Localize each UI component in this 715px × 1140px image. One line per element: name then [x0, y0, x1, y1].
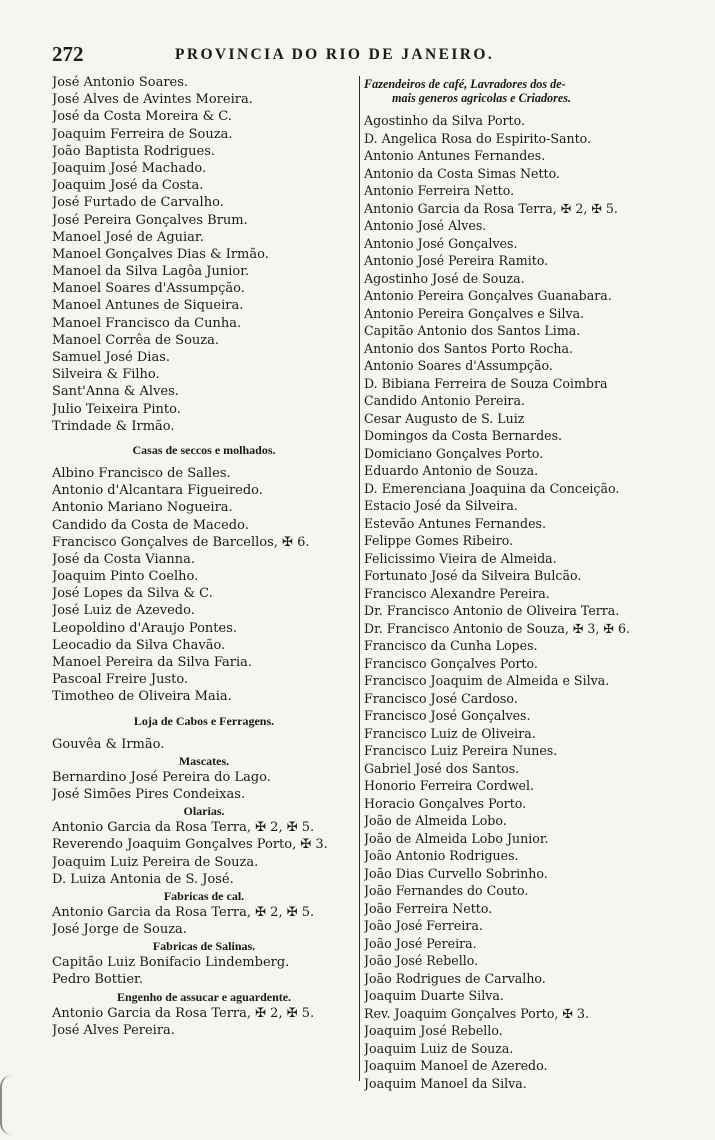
list-entry: João de Almeida Lobo. [364, 813, 507, 828]
list-entry: Joaquim Manoel da Silva. [364, 1075, 527, 1091]
running-title: PROVINCIA DO RIO DE JANEIRO. [175, 46, 495, 63]
section-heading-salinas: Fabricas de Salinas. [152, 939, 256, 954]
merchant-list [52, 74, 356, 435]
list-entry: Estevão Antunes Fernandes. [364, 515, 547, 531]
list-entry: Francisco da Cunha Lopes. [364, 638, 538, 653]
list-entry: Antonio Mariano Nogueira. [52, 500, 233, 516]
list-entry: Antonio Antunes Fernandes. [364, 148, 546, 163]
list-entry: Joaquim Ferreira de Souza. [52, 126, 233, 142]
list-entry: Pedro Bottier. [52, 972, 143, 988]
list-entry: João Dias Curvello Sobrinho. [364, 865, 548, 881]
olarias-list [52, 819, 356, 888]
list-entry: Antonio d'Alcantara Figueiredo. [52, 483, 263, 499]
list-entry: Joaquim José Machado. [52, 160, 207, 176]
right-column [364, 77, 682, 1092]
list-entry: Antonio Ferreira Netto. [364, 183, 515, 198]
list-entry: Antonio dos Santos Porto Rocha. [364, 340, 573, 356]
list-entry: José Alves Pereira. [52, 1022, 175, 1038]
list-entry: Sant'Anna & Alves. [52, 384, 179, 400]
list-entry: Joaquim Manoel de Azeredo. [364, 1058, 548, 1073]
list-entry: Antonio Pereira Gonçalves Guanabara. [364, 288, 612, 303]
list-entry: Silveira & Filho. [52, 367, 160, 383]
list-entry: José Pereira Gonçalves Brum. [52, 212, 248, 228]
list-entry: José da Costa Moreira & C. [52, 109, 232, 125]
list-entry: Candido Antonio Pereira. [364, 393, 525, 408]
list-entry: Antonio Garcia da Rosa Terra, ✠ 2, ✠ 5. [364, 200, 618, 216]
list-entry: João José Ferreira. [364, 918, 483, 933]
list-entry: Francisco Alexandre Pereira. [364, 585, 550, 601]
list-entry: Rev. Joaquim Gonçalves Porto, ✠ 3. [364, 1005, 590, 1021]
list-entry: Gabriel José dos Santos. [364, 760, 520, 776]
list-entry: Julio Teixeira Pinto. [52, 401, 181, 417]
list-entry: Felippe Gomes Ribeiro. [364, 533, 514, 548]
list-entry: Cesar Augusto de S. Luiz [364, 410, 525, 426]
list-entry: Domingos da Costa Bernardes. [364, 428, 563, 443]
list-entry: D. Luiza Antonia de S. José. [52, 871, 234, 887]
engenho-list [52, 1005, 356, 1039]
list-entry: Francisco Joaquim de Almeida e Silva. [364, 673, 610, 688]
list-entry: Candido da Costa de Macedo. [52, 517, 249, 533]
list-entry: Gouvêa & Irmão. [52, 736, 165, 752]
list-entry: José da Costa Vianna. [52, 551, 195, 567]
fazendeiros-list [364, 112, 682, 1092]
list-entry: Manoel Gonçalves Dias & Irmão. [52, 246, 269, 262]
list-entry: D. Angelica Rosa do Espirito-Santo. [364, 130, 592, 146]
list-entry: Antonio Soares d'Assumpção. [364, 358, 553, 373]
list-entry: Domiciano Gonçalves Porto. [364, 445, 544, 461]
list-entry: João Ferreira Netto. [364, 900, 493, 916]
section-heading-casas: Casas de seccos e molhados. [132, 442, 276, 457]
list-entry: Felicissimo Vieira de Almeida. [364, 550, 557, 566]
list-entry: José Luiz de Azevedo. [52, 603, 195, 619]
salinas-list [52, 954, 356, 988]
list-entry: Bernardino José Pereira do Lago. [52, 769, 271, 785]
casas-list [52, 465, 356, 706]
list-entry: Manoel da Silva Lagôa Junior. [52, 264, 250, 280]
list-entry: João José Pereira. [364, 935, 477, 951]
column-divider [359, 76, 360, 1081]
list-entry: Antonio Garcia da Rosa Terra, ✠ 2, ✠ 5. [52, 1005, 315, 1021]
list-entry: Estacio José da Silveira. [364, 498, 518, 513]
section-heading-fazendeiros-cont: mais generos agricolas e Criadores. [392, 91, 572, 105]
list-entry: Reverendo Joaquim Gonçalves Porto, ✠ 3. [52, 837, 328, 853]
list-entry: Francisco Gonçalves de Barcellos, ✠ 6. [52, 534, 310, 550]
list-entry: Honorio Ferreira Cordwel. [364, 778, 535, 793]
loja-list [52, 736, 356, 753]
list-entry: João de Almeida Lobo Junior. [364, 830, 549, 846]
list-entry: Francisco Gonçalves Porto. [364, 655, 538, 671]
page-number: 272 [52, 42, 84, 66]
list-entry: Capitão Luiz Bonifacio Lindemberg. [52, 955, 290, 971]
list-entry: Antonio José Gonçalves. [364, 235, 518, 251]
list-entry: Joaquim Luiz de Souza. [364, 1040, 514, 1056]
list-entry: Manoel Corrêa de Souza. [52, 332, 220, 348]
list-entry: Joaquim Duarte Silva. [364, 988, 504, 1003]
list-entry: Samuel José Dias. [52, 350, 171, 365]
list-entry: Horacio Gonçalves Porto. [364, 795, 527, 811]
list-entry: Trindade & Irmão. [52, 418, 175, 434]
mascates-list [52, 769, 356, 803]
list-entry: Antonio José Alves. [364, 218, 487, 233]
list-entry: José Furtado de Carvalho. [52, 195, 224, 211]
list-entry: Eduardo Antonio de Souza. [364, 463, 539, 478]
list-entry: Manoel Antunes de Siqueira. [52, 298, 244, 314]
list-entry: Joaquim José da Costa. [52, 178, 204, 194]
list-entry: João Fernandes do Couto. [364, 883, 529, 898]
list-entry: José Alves de Avintes Moreira. [52, 92, 253, 108]
list-entry: João Antonio Rodrigues. [364, 848, 519, 863]
section-heading-olarias: Olarias. [183, 804, 225, 819]
list-entry: Joaquim Luiz Pereira de Souza. [52, 854, 259, 870]
list-entry: Agostinho da Silva Porto. [364, 113, 525, 128]
cal-list [52, 904, 356, 938]
margin-mark [0, 1075, 20, 1135]
list-entry: Leopoldino d'Araujo Pontes. [52, 620, 238, 636]
list-entry: José Simões Pires Condeixas. [52, 786, 246, 802]
list-entry: João Baptista Rodrigues. [52, 143, 216, 159]
list-entry: Antonio Pereira Gonçalves e Silva. [364, 305, 585, 321]
list-entry: Antonio da Costa Simas Netto. [364, 165, 560, 181]
list-entry: Agostinho José de Souza. [364, 270, 525, 286]
list-entry: José Lopes da Silva & C. [52, 586, 213, 602]
list-entry: D. Bibiana Ferreira de Souza Coimbra [364, 375, 608, 391]
list-entry: Albino Francisco de Salles. [52, 465, 231, 481]
section-heading-mascates: Mascates. [178, 753, 230, 768]
list-entry: Leocadio da Silva Chavão. [52, 637, 226, 653]
list-entry: D. Emerenciana Joaquina da Conceição. [364, 480, 620, 496]
list-entry: Manoel Pereira da Silva Faria. [52, 655, 253, 670]
list-entry: Timotheo de Oliveira Maia. [52, 689, 232, 705]
list-entry: Fortunato José da Silveira Bulcão. [364, 568, 582, 583]
list-entry: Pascoal Freire Justo. [52, 672, 189, 688]
list-entry: Joaquim Pinto Coelho. [52, 569, 199, 585]
list-entry: Joaquim José Rebello. [364, 1023, 503, 1038]
list-entry: José Antonio Soares. [52, 75, 189, 90]
list-entry: José Jorge de Souza. [52, 922, 187, 938]
left-column [52, 74, 356, 1039]
list-entry: Manoel Soares d'Assumpção. [52, 281, 245, 297]
list-entry: Dr. Francisco Antonio de Oliveira Terra. [364, 603, 620, 618]
list-entry: Antonio José Pereira Ramito. [364, 253, 549, 268]
list-entry: Manoel José de Aguiar. [52, 229, 204, 245]
list-entry: Manoel Francisco da Cunha. [52, 315, 242, 331]
list-entry: Francisco Luiz Pereira Nunes. [364, 743, 558, 758]
list-entry: Antonio Garcia da Rosa Terra, ✠ 2, ✠ 5. [52, 904, 315, 920]
section-heading-engenho: Engenho de assucar e aguardente. [116, 989, 292, 1004]
list-entry: Francisco José Gonçalves. [364, 708, 531, 723]
list-entry: João Rodrigues de Carvalho. [364, 970, 546, 986]
list-entry: Capitão Antonio dos Santos Lima. [364, 323, 581, 338]
section-heading-cal: Fabricas de cal. [163, 888, 245, 903]
list-entry: João José Rebello. [364, 953, 479, 968]
list-entry: Francisco Luiz de Oliveira. [364, 725, 536, 741]
section-heading-fazendeiros: Fazendeiros de café, Lavradores dos de- [364, 77, 566, 91]
section-heading-loja: Loja de Cabos e Ferragens. [133, 713, 275, 728]
list-entry: Francisco José Cardoso. [364, 690, 518, 706]
list-entry: Antonio Garcia da Rosa Terra, ✠ 2, ✠ 5. [52, 820, 315, 836]
list-entry: Dr. Francisco Antonio de Souza, ✠ 3, ✠ 6. [364, 620, 631, 636]
